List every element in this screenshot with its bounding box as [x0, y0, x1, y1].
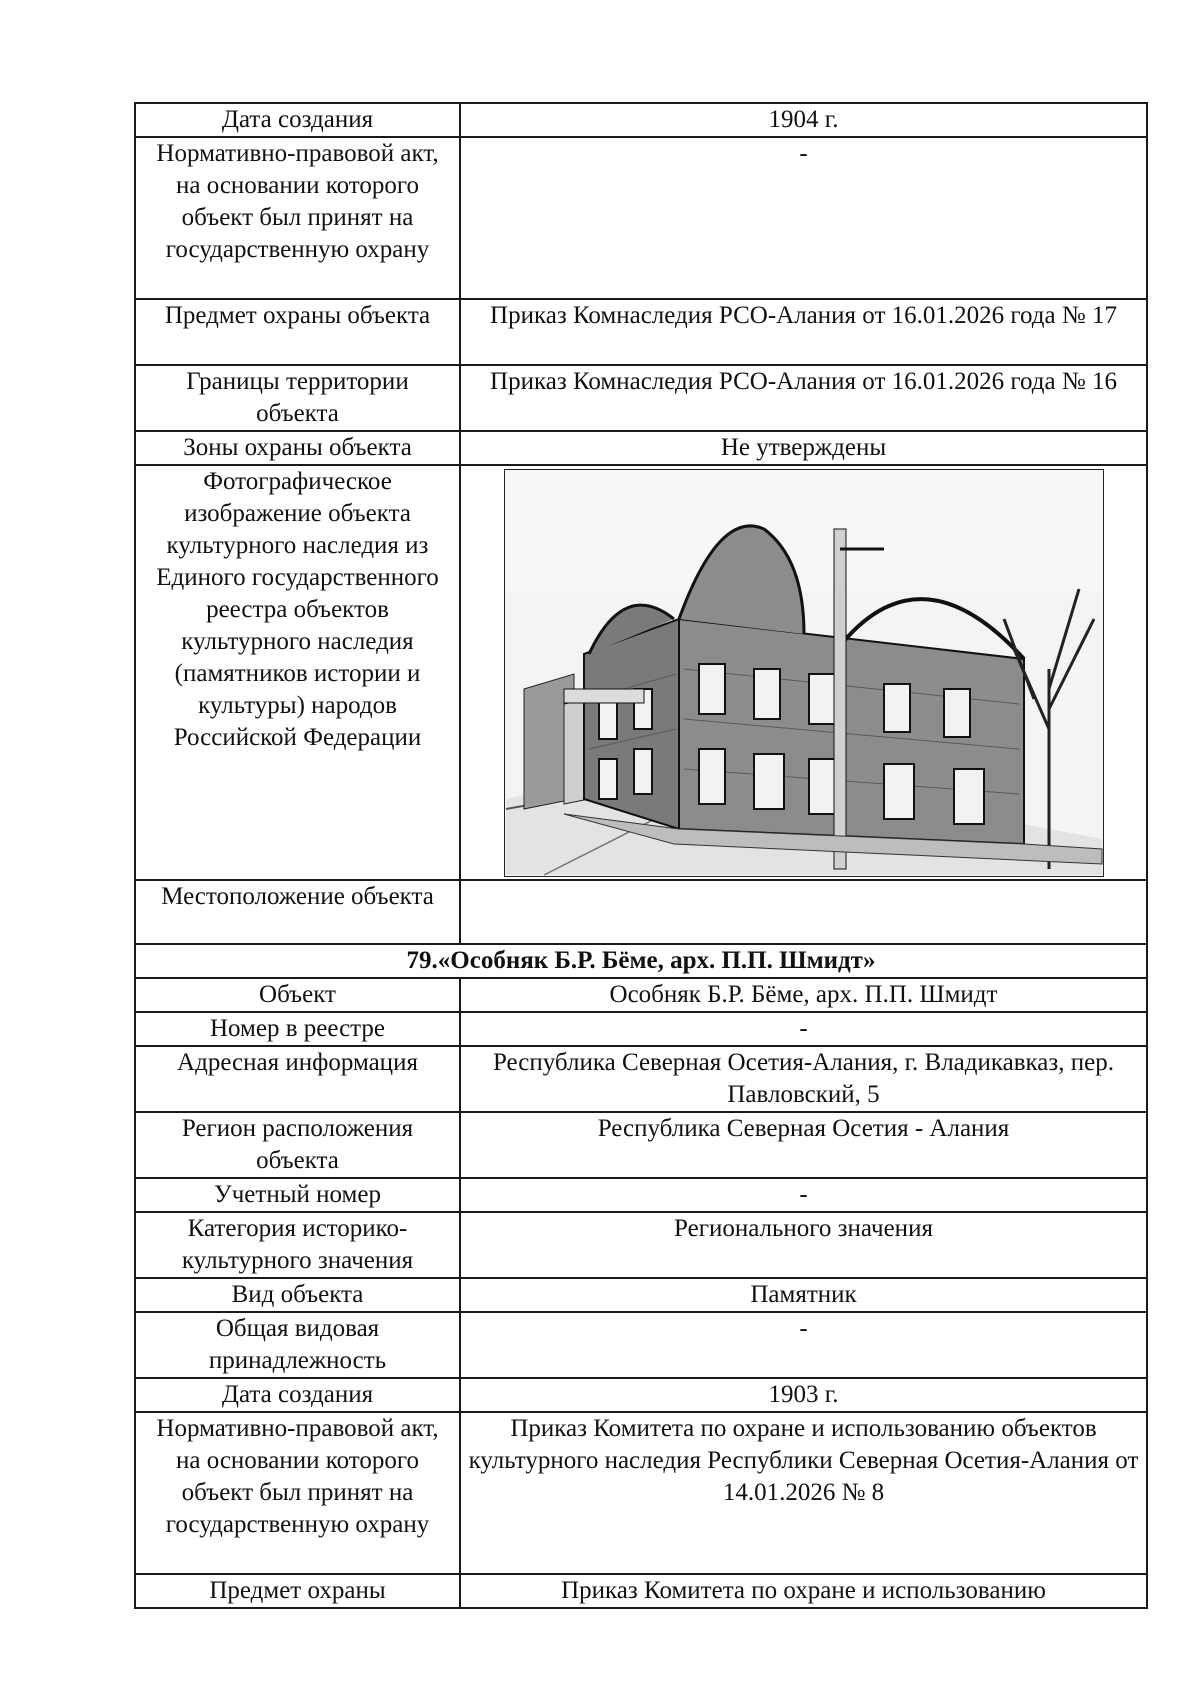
row-label: Предмет охраны объекта — [135, 299, 460, 365]
row-value: Памятник — [460, 1278, 1147, 1312]
photo-cell — [460, 465, 1147, 880]
row-label: Адресная информация — [135, 1046, 460, 1112]
row-value: Не утверждены — [460, 431, 1147, 465]
row-label: Дата создания — [135, 103, 460, 137]
table-row — [135, 1378, 1147, 1412]
row-label: Вид объекта — [135, 1278, 460, 1312]
row-value — [460, 880, 1147, 944]
table-row — [135, 365, 1147, 431]
row-label: Регион расположения объекта — [135, 1112, 460, 1178]
table-row — [135, 1312, 1147, 1378]
row-value: - — [460, 1012, 1147, 1046]
row-value: Приказ Комнаследия РСО-Алания от 16.01.2026 года № 17 — [460, 299, 1147, 365]
table-row — [135, 1112, 1147, 1178]
row-label: Нормативно-правовой акт, на основании которого объект был принят на государственную охрану — [135, 137, 460, 299]
row-label: Дата создания — [135, 1378, 460, 1412]
table-row — [135, 1046, 1147, 1112]
table-row — [135, 1278, 1147, 1312]
table-row — [135, 465, 1147, 880]
table-row — [135, 103, 1147, 137]
heritage-register-table — [134, 102, 1148, 1609]
row-label: Учетный номер — [135, 1178, 460, 1212]
building-photo — [504, 469, 1104, 877]
row-label: Общая видовая принадлежность — [135, 1312, 460, 1378]
table-row — [135, 1212, 1147, 1278]
row-value: - — [460, 1312, 1147, 1378]
row-value: Республика Северная Осетия-Алания, г. Владикавказ, пер. Павловский, 5 — [460, 1046, 1147, 1112]
table-row — [135, 1012, 1147, 1046]
row-value: Приказ Комитета по охране и использованию — [460, 1574, 1147, 1608]
row-value: Приказ Комитета по охране и использованию объектов культурного наследия Республики Северная Осетия-Алания от 14.01.2026 № 8 — [460, 1412, 1147, 1574]
row-label: Фотографическое изображение объекта культурного наследия из Единого государственного реестра объектов культурного наследия (памятников истории и культуры) народов Российской Федерации — [135, 465, 460, 880]
table-row — [135, 978, 1147, 1012]
row-label: Границы территории объекта — [135, 365, 460, 431]
row-value: Регионального значения — [460, 1212, 1147, 1278]
row-value: 1904 г. — [460, 103, 1147, 137]
table-row — [135, 880, 1147, 944]
row-value: 1903 г. — [460, 1378, 1147, 1412]
row-label: Объект — [135, 978, 460, 1012]
section-title: 79.«Особняк Б.Р. Бёме, арх. П.П. Шмидт» — [135, 944, 1147, 978]
table-row — [135, 1412, 1147, 1574]
row-label: Местоположение объекта — [135, 880, 460, 944]
table-row — [135, 1178, 1147, 1212]
row-label: Номер в реестре — [135, 1012, 460, 1046]
section-header-row — [135, 944, 1147, 978]
row-value: Приказ Комнаследия РСО-Алания от 16.01.2026 года № 16 — [460, 365, 1147, 431]
table-row — [135, 1574, 1147, 1608]
row-label: Предмет охраны — [135, 1574, 460, 1608]
table-row — [135, 431, 1147, 465]
row-value: - — [460, 137, 1147, 299]
table-row — [135, 299, 1147, 365]
row-value: - — [460, 1178, 1147, 1212]
row-label: Зоны охраны объекта — [135, 431, 460, 465]
row-value: Особняк Б.Р. Бёме, арх. П.П. Шмидт — [460, 978, 1147, 1012]
row-label: Категория историко-культурного значения — [135, 1212, 460, 1278]
row-label: Нормативно-правовой акт, на основании которого объект был принят на государственную охрану — [135, 1412, 460, 1574]
row-value: Республика Северная Осетия - Алания — [460, 1112, 1147, 1178]
table-row — [135, 137, 1147, 299]
